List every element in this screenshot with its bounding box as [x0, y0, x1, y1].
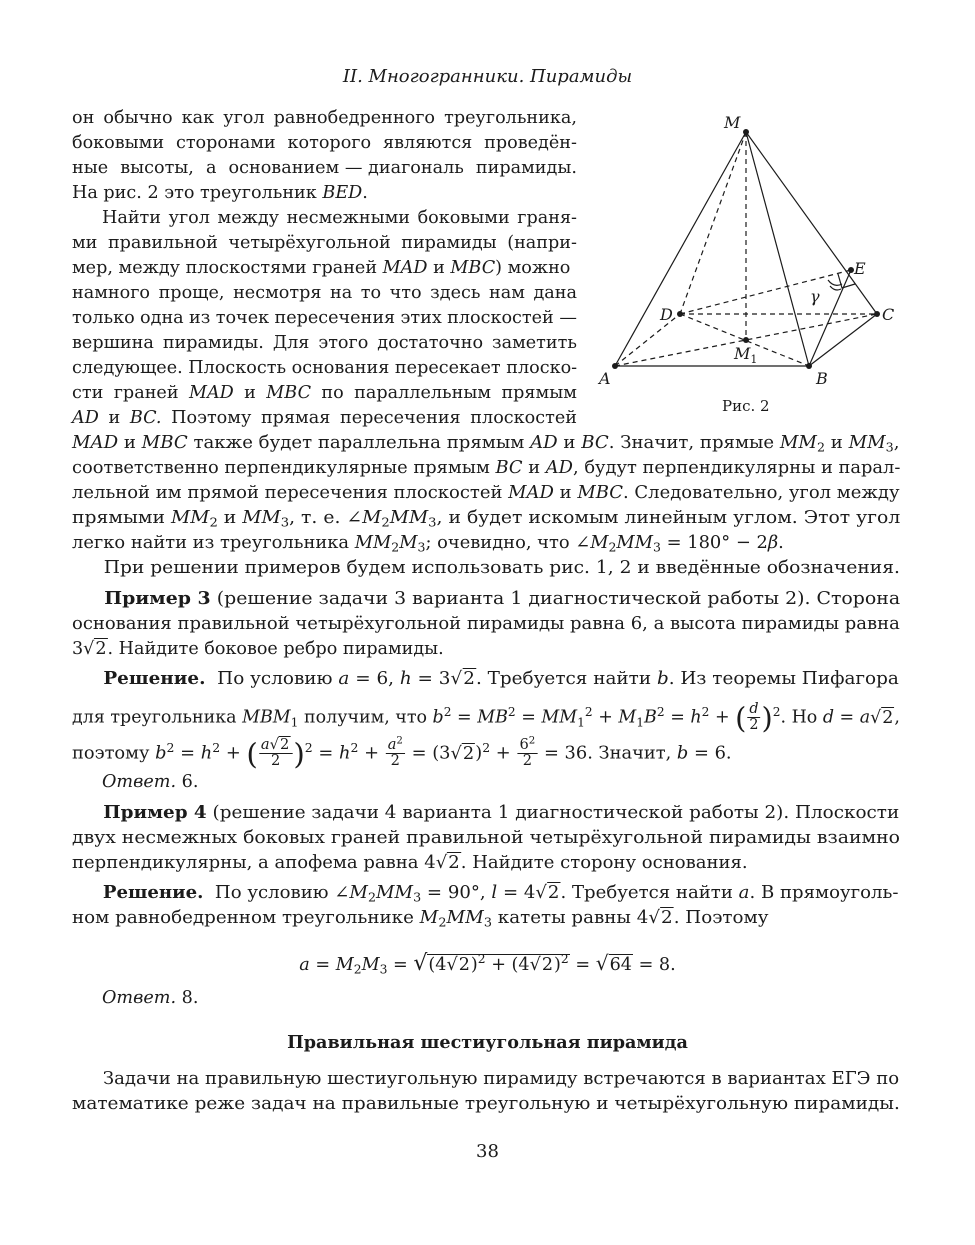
word: а	[205, 158, 217, 178]
text-line	[72, 281, 577, 305]
text-line	[72, 206, 577, 230]
label-b: B	[816, 369, 828, 388]
text-line: ном равнобедренном треугольнике $M_2MM_3$ катеты равны 4√2. Поэтому	[72, 908, 769, 930]
word: проведён-	[484, 133, 577, 153]
label-gamma: γ	[810, 287, 820, 306]
text-line: основания правильной четырёхугольной пирамиды равна 6, а высота пирамиды равна	[72, 614, 900, 634]
text-line	[72, 156, 577, 180]
word: которого	[287, 133, 372, 153]
section-heading: Правильная шестиугольная пирамида	[287, 1032, 688, 1053]
figure-caption: Рис. 2	[722, 397, 770, 415]
segment-de	[680, 270, 851, 314]
text-line: Задачи на правильную шестиугольную пирамиду встречаются в вариантах ЕГЭ по	[102, 1069, 900, 1089]
word: основанием — диагональ	[228, 158, 464, 178]
word: что	[389, 283, 422, 303]
text-line: AD и BC. Поэтому прямая пересечения плоскостей	[72, 408, 577, 428]
word: заметить	[492, 333, 577, 353]
word: боковыми	[417, 208, 510, 228]
word: только	[72, 308, 135, 328]
word: то	[360, 283, 382, 303]
text-line	[72, 306, 577, 330]
edge-ma	[615, 132, 746, 366]
text-line: Решение. По условию a = 6, h = 3√2. Требуется найти b. Из теоремы Пифагора	[103, 668, 899, 689]
word: здесь	[430, 283, 481, 303]
word: ми	[72, 233, 98, 253]
text-line: поэтому $b^2 = h^2$ + ( $\frac{a√2}{2}$ )$^2 = h^2$ + $\frac{a^2}{2}$ = $(3√2)^2$ + $\frac{6^2}{2}$ = 36. Значит, b = 6.	[72, 735, 732, 771]
text-line: математике реже задач на правильные треугольную и четырёхугольную пирамиды.	[72, 1094, 900, 1114]
word: плоскостей —	[447, 308, 577, 328]
word: Найти	[102, 208, 162, 228]
word: несмотря	[233, 283, 322, 303]
page-number: 38	[476, 1141, 499, 1162]
word: как	[181, 108, 215, 128]
word: несмежными	[286, 208, 410, 228]
label-e: E	[854, 259, 866, 278]
text-line: Ответ. 8.	[102, 988, 199, 1008]
word: четырёхугольной	[228, 233, 391, 253]
text-line: мер, между плоскостями граней MAD и MBC) можно	[72, 258, 571, 278]
word: вершина	[72, 333, 154, 353]
running-header: II. Многогранники. Пирамиды	[342, 66, 633, 87]
word: проще,	[158, 283, 225, 303]
word: являются	[382, 133, 473, 153]
segment-be	[809, 270, 851, 366]
word: (напри-	[507, 233, 577, 253]
label-a: A	[599, 369, 611, 388]
text-line: Решение. По условию $\angle M_2MM_3 = 90^\circ$, l = 4√2. Требуется найти a. В прямоуголь-	[102, 882, 899, 905]
text-line: MAD и MBC также будет параллельна прямым AD и BC. Значит, прямые $MM_2$ и $MM_3$,	[72, 433, 900, 455]
text-line: прямыми $MM_2$ и $MM_3$, т. е. $\angle M_2MM_3$, и будет искомым линейным углом. Этот угол	[72, 508, 901, 530]
text-line	[72, 106, 577, 130]
text-line: двух несмежных боковых граней правильной четырёхугольной пирамиды взаимно	[72, 828, 900, 848]
text-line: для треугольника $MBM_1$ получим, что $b^2 = MB^2 = MM_1^2 + M_1B^2 = h^2$ + ( $\frac{d}{2}$ )$^2$. Но d = a√2,	[72, 700, 900, 735]
word: одна	[140, 308, 184, 328]
word: боковыми	[72, 133, 165, 153]
word: этого	[318, 333, 369, 353]
text-line	[72, 231, 577, 255]
label-m1: $M_1$	[734, 344, 758, 366]
word: дана	[533, 283, 577, 303]
word: намного	[72, 283, 151, 303]
word: угол	[223, 108, 265, 128]
text-line: сти граней MAD и MBC по параллельным прямым	[72, 383, 577, 403]
edge-md	[680, 132, 746, 314]
pyramid-diagram	[594, 106, 904, 416]
angle-arc-1	[830, 286, 841, 290]
text-line: Пример 4 (решение задачи 4 варианта 1 диагностической работы 2). Плоскости	[103, 802, 900, 823]
word: обычно	[103, 108, 173, 128]
text-line: Пример 3 (решение задачи 3 варианта 1 диагностической работы 2). Сторона	[104, 588, 901, 609]
text-line: лельной им прямой пересечения плоскостей MAD и MBC. Следовательно, угол между	[72, 483, 900, 503]
word: пирамиды.	[475, 158, 577, 178]
word: достаточно	[377, 333, 484, 353]
word: ные	[72, 158, 109, 178]
text-line: следующее. Плоскость основания пересекает плоско-	[72, 358, 578, 378]
text-line: При решении примеров будем использовать рис. 1, 2 и введённые обозначения.	[103, 558, 900, 578]
text-line: перпендикулярны, а апофема равна 4√2. Найдите сторону основания.	[72, 853, 748, 873]
edge-bc	[809, 314, 877, 366]
text-line: На рис. 2 это треугольник BED.	[72, 183, 368, 203]
label-c: C	[882, 305, 895, 324]
label-m: M	[724, 113, 741, 132]
pyramid-figure	[594, 106, 904, 416]
word: этих	[400, 308, 442, 328]
word: точек	[215, 308, 270, 328]
word: нам	[488, 283, 525, 303]
word: Для	[272, 333, 310, 353]
label-d: D	[660, 305, 673, 324]
text-line: легко найти из треугольника $MM_2M_3$; очевидно, что $\angle M_2MM_3 = 180^\circ - 2\beta$.	[72, 533, 784, 555]
text-line	[72, 331, 577, 355]
edge-mb	[746, 132, 809, 366]
display-equation: $a = M_2M_3 = √(4√2)^2 + (4√2)^2 = √64 = 8$.	[299, 951, 676, 977]
word: пирамиды	[401, 233, 497, 253]
word: он	[72, 108, 95, 128]
word: на	[330, 283, 353, 303]
word: пирамиды.	[162, 333, 264, 353]
text-line: 3√2. Найдите боковое ребро пирамиды.	[72, 639, 444, 659]
word: высоты,	[120, 158, 194, 178]
text-line	[72, 131, 577, 155]
word: граня-	[517, 208, 577, 228]
text-line: соответственно перпендикулярные прямым BC и AD, будут перпендикулярны и парал-	[72, 458, 901, 478]
word: правильной	[107, 233, 218, 253]
word: угол	[168, 208, 210, 228]
word: пересечения	[274, 308, 396, 328]
word: треугольника,	[444, 108, 577, 128]
word: равнобедренного	[273, 108, 436, 128]
word: из	[189, 308, 211, 328]
word: между	[217, 208, 279, 228]
word: сторонами	[175, 133, 276, 153]
text-line: Ответ. 6.	[102, 772, 199, 792]
